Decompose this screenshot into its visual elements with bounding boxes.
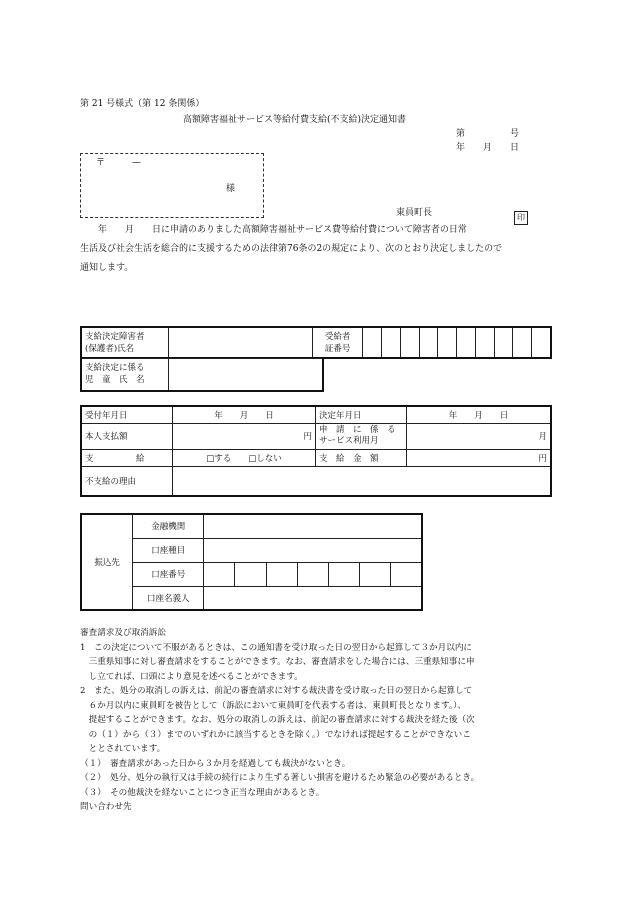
seal-text: 印 xyxy=(514,211,528,225)
postal-code: 〒 — xyxy=(96,158,142,168)
note-line: の（１）から（３）までのいずれかに該当するときを除く。）でなければ提起することができないこ xyxy=(80,729,471,740)
note-line: 三重県知事に対し審査請求をすることができます。なお、審査請求をした場合には、三重県知事に申 xyxy=(80,657,475,667)
note-line: 提起することができます。なお、処分の取消しの訴えは、前記の審査請求に対する裁決を経た後（次 xyxy=(80,715,475,725)
decision-date-value[interactable]: 年 月 日 xyxy=(407,406,552,423)
account-number-digit[interactable] xyxy=(390,562,422,586)
appeal-notes xyxy=(80,626,560,815)
recipient-number-digit[interactable] xyxy=(363,327,382,358)
recipient-number-digit[interactable] xyxy=(457,327,476,358)
recipient-number-digit[interactable] xyxy=(419,327,438,358)
document-title: 高額障害福祉サービス等給付費支給(不支給)決定通知書 xyxy=(183,115,407,125)
child-table xyxy=(80,358,324,392)
document-date: 年 月 日 xyxy=(456,143,520,153)
recipient-number-digit[interactable] xyxy=(513,327,532,358)
condition-line: （３） その他裁決を経ないことにつき正当な理由があるとき。 xyxy=(80,787,325,798)
account-number-digit[interactable] xyxy=(328,562,359,586)
note-line: 1 この決定について不服があるときは、この通知書を受け取った日の翌日から起算して３か月以内に xyxy=(80,642,473,653)
recipient-number-digit[interactable] xyxy=(475,327,494,358)
account-number-digit[interactable] xyxy=(235,562,266,586)
service-month-label: 申 請 に 係 る サービス利用月 xyxy=(316,423,407,449)
recipient-number-digit[interactable] xyxy=(494,327,513,358)
rejection-reason-value[interactable] xyxy=(173,466,552,496)
note-line: し立てれば、口頭により意見を述べることができます。 xyxy=(80,671,303,682)
payment-options[interactable]: □する □しない xyxy=(173,449,316,466)
payment-label: 支 給 xyxy=(81,449,173,466)
account-number-label: 口座番号 xyxy=(133,562,204,586)
contact-label: 問い合わせ先 xyxy=(80,802,132,812)
bank-value[interactable] xyxy=(204,514,422,538)
account-number-digit[interactable] xyxy=(266,562,297,586)
account-number-digit[interactable] xyxy=(359,562,390,586)
account-holder-value[interactable] xyxy=(204,586,422,610)
account-type-label: 口座種目 xyxy=(133,538,204,562)
self-pay-label: 本人支払額 xyxy=(81,423,173,449)
intro-line: 生活及び社会生活を総合的に支援するための法律第76条の2の規定により、次のとおり決定しましたので xyxy=(80,244,503,254)
account-holder-label: 口座名義人 xyxy=(133,586,204,610)
issuer-name: 東員町長 xyxy=(396,208,433,218)
recipient-number-digit[interactable] xyxy=(532,327,551,358)
condition-line: （１） 審査請求があった日から３か月を経過しても裁決がないとき。 xyxy=(80,758,351,769)
note-line: ととされています。 xyxy=(80,744,166,754)
account-number-digit[interactable] xyxy=(204,562,235,586)
condition-line: （２） 処分、処分の執行又は手続の続行により生ずる著しい損害を避けるため緊急の必要があるとき。 xyxy=(80,773,480,783)
decision-date-label: 決定年月日 xyxy=(316,406,407,423)
child-name-value[interactable] xyxy=(169,359,324,391)
intro-line: 年 月 日に申請のありました高額障害福祉サービス費等給付費について障害者の日常 xyxy=(80,225,467,235)
recipient-number-label: 受給者 証番号 xyxy=(312,327,363,358)
payment-amount-value[interactable]: 円 xyxy=(407,449,552,466)
transfer-label: 振込先 xyxy=(81,514,133,610)
decision-table xyxy=(80,405,552,497)
notes-heading: 審査請求及び取消訴訟 xyxy=(80,628,166,638)
received-date-label: 受付年月日 xyxy=(81,406,173,423)
payment-amount-label: 支 給 金 額 xyxy=(316,449,407,466)
intro-line: 通知します。 xyxy=(80,263,134,273)
account-type-value[interactable] xyxy=(204,538,422,562)
account-number-digit[interactable] xyxy=(297,562,328,586)
child-name-label: 支給決定に係る 児 童 氏 名 xyxy=(81,359,169,391)
recipient-number-digit[interactable] xyxy=(438,327,457,358)
applicant-name-label: 支給決定障害者 (保護者)氏名 xyxy=(81,327,168,358)
honorific: 様 xyxy=(226,184,236,194)
applicant-name-value[interactable] xyxy=(168,327,312,358)
intro-paragraph xyxy=(80,221,552,278)
recipient-number-digit[interactable] xyxy=(382,327,401,358)
transfer-table xyxy=(80,513,423,611)
form-number: 第 21 号様式（第 12 条関係） xyxy=(80,99,205,109)
self-pay-value[interactable]: 円 xyxy=(173,423,316,449)
service-month-value[interactable]: 月 xyxy=(407,423,552,449)
bank-label: 金融機関 xyxy=(133,514,204,538)
recipient-number-digit[interactable] xyxy=(400,327,419,358)
note-line: ６か月以内に東員町を被告として（訴訟において東員町を代表する者は、東員町長となります。）、 xyxy=(80,700,467,711)
rejection-reason-label: 不支給の理由 xyxy=(81,466,173,496)
received-date-value[interactable]: 年 月 日 xyxy=(173,406,316,423)
recipient-table xyxy=(80,326,552,359)
note-line: 2 また、処分の取消しの訴えは、前記の審査請求に対する裁決書を受け取った日の翌日から起算して xyxy=(80,686,473,696)
document-number: 第 号 xyxy=(456,129,520,139)
